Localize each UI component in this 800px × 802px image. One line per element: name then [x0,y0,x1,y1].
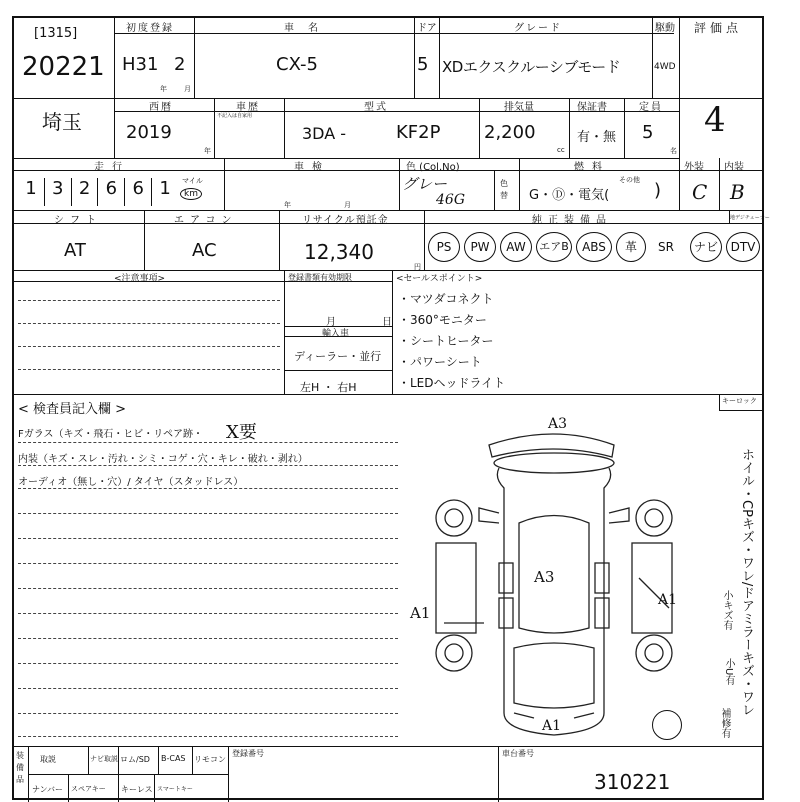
warranty-label: 保証書 [577,102,607,113]
dashed-line [18,465,398,466]
divider [519,158,520,210]
divider [114,98,115,158]
aircon-value: AC [192,240,217,261]
lot-number: 20221 [22,52,105,82]
notes-bottom-line [14,394,762,395]
equipment-label: 純正装備品 [532,215,612,226]
dashed-line [18,613,398,614]
mileage-digit: 6 [98,178,125,206]
divider [228,746,229,802]
displacement: 2,200 [484,122,536,143]
footer-rom-sd: ロム/SD [120,755,150,764]
mileage-digit: 1 [159,178,171,199]
footer-remote: リモコン [194,755,226,764]
deadline-day-label: 日 [382,317,392,328]
score-value: 4 [704,100,726,140]
footer-number: ナンバー [32,785,64,794]
key-lock-label: キーロック [722,397,757,405]
footer-smart-key: スマートキー [157,786,193,793]
chassis-label: 車台番号 [502,749,534,758]
divider [414,18,415,98]
diagram-mark-a3-rear: A3 [548,416,568,432]
score-label: 評価点 [694,21,743,35]
sales-point: ・パワーシート [398,355,482,369]
dashed-line [18,442,398,443]
aircon-label: エアコン [174,215,238,226]
dealer-parallel: ディーラー・並行 [294,350,382,363]
color-name: グレー [402,175,448,193]
prefecture: 埼玉 [42,110,82,134]
inspector-interior-line: 内装（キズ・スレ・汚れ・シミ・コゲ・穴・キレ・破れ・剥れ） [18,454,308,465]
divider [158,746,159,774]
glass-handwritten: X要 [226,422,257,443]
first-reg-label: 初度登録 [126,23,174,34]
car-diagram [414,413,704,745]
mileage-digits [18,178,178,206]
divider [424,210,425,270]
type-label: 型式 [364,102,388,113]
equipment-abs: ABS [576,232,612,262]
model-code: KF2P [396,122,441,143]
divider [88,746,89,774]
model-code-prefix: 3DA - [302,124,347,143]
divider [719,394,720,410]
divider [118,774,119,802]
western-label: 西暦 [149,102,173,113]
footer-keyless: キーレス [121,785,153,794]
displacement-label: 排気量 [504,102,534,113]
side-note-repaired: 補修有 [719,708,730,738]
dashed-line [18,300,280,301]
divider [679,158,680,210]
door-label: ドア [417,23,437,34]
dashed-line [18,713,398,714]
interior-label: 内装 [724,162,744,173]
divider [679,18,680,98]
side-note-wheel: ホイル・CPキズ・ワレ/ドアミラーキズ・ワレ [739,448,754,717]
displacement-unit: cc [557,146,565,154]
equipment-dtv: DTV [726,232,760,262]
divider [494,170,495,210]
divider [224,158,225,210]
interior-grade: B [730,180,745,204]
divider [284,270,285,394]
footer-mid-line [28,774,228,775]
equipment-pw: PW [464,232,496,262]
color-code: 46G [436,192,465,208]
equipment-leather: 革 [616,232,646,262]
shift-value: AT [64,240,86,261]
capacity-label: 定員 [639,102,663,113]
divider [719,158,720,210]
dashed-line [18,369,280,370]
inspection-year-unit: 年 [284,201,291,209]
recycle-unit: 円 [414,263,421,271]
steering-line [284,370,392,371]
divider [194,18,195,98]
inspector-glass-line: Fガラス（キズ・飛石・ヒビ・リペア跡・ [18,429,204,440]
mileage-digit: 2 [72,178,99,206]
inspector-bottom-line [14,746,762,747]
capacity-unit: 名 [670,147,677,155]
divider [214,98,215,158]
footer-side-label: 装備品 [16,751,24,784]
sales-point: ・LEDヘッドライト [398,376,506,390]
divider [192,746,193,774]
fuel-label: 燃料 [574,162,610,173]
divider [68,774,69,802]
dashed-line [18,513,398,514]
divider [399,158,400,210]
footer-navi-manual: ナビ取説 [90,755,118,763]
divider [624,98,625,158]
equipment-ps: PS [428,232,460,262]
inspection-label: 車検 [294,162,330,173]
key-line [719,410,762,411]
divider [118,746,119,774]
year-unit: 年 [204,147,211,155]
deadline-month-label: 月 [326,317,336,328]
exterior-grade: C [692,180,708,204]
fuel-close: ) [654,180,662,201]
divider [144,210,145,270]
shift-label: シフト [54,215,102,226]
model-name: CX-5 [276,54,318,75]
divider [284,98,285,158]
mileage-label: 走行 [94,162,130,173]
sales-label: <セールスポイント> [396,274,483,284]
equipment-sunroof: SR [658,240,674,254]
mileage-digit: 1 [18,178,45,206]
lot-bracket: [1315] [34,26,78,41]
dashed-line [18,736,398,737]
auction-sheet [12,16,770,800]
dashed-line [18,638,398,639]
dashed-line [18,538,398,539]
reg-month-unit: 月 [184,85,191,93]
grade-name: XDエクスクルーシブモード [442,58,621,76]
footer-bcas: B-CAS [161,754,186,763]
divider [569,98,570,158]
fuel-value: G・Ⓓ・電気( [529,188,610,203]
divider [498,746,499,802]
inspector-audio-line: オーディオ（無し・穴）/ タイヤ（スタッドレス） [18,477,244,488]
warranty-value: 有・無 [577,130,617,145]
footer-spare-key: スペアキー [71,785,106,793]
dashed-line [18,588,398,589]
equipment-navi: ナビ [690,232,722,262]
color-change-label: 色替 [500,179,508,200]
reg-deadline-label: 登録書類有効期限 [288,273,352,282]
model-label: 車 名 [284,23,320,34]
sales-point: ・マツダコネクト [398,292,494,306]
chassis-number: 310221 [594,770,671,794]
mileage-unit-km: km [180,188,202,200]
sales-point: ・シートヒーター [398,334,494,348]
import-label: 輸入車 [322,329,350,339]
navi-tuner-label: 地デジチューナー [730,215,770,221]
dashed-line [18,563,398,564]
sales-point: ・360°モニター [398,313,487,327]
recycle-fee: 12,340 [304,240,374,264]
grade-label: グレード [514,23,562,34]
diagram-mark-a1-right: A1 [658,592,678,608]
history-label: 車歴 [236,102,260,113]
equipment-aw: AW [500,232,532,262]
inspector-title: < 検査員記入欄 > [18,402,127,417]
color-label: 色 (Col.No) [406,162,460,173]
divider [279,210,280,270]
diagram-mark-a3-roof: A3 [534,568,555,586]
reg-year-unit: 年 [160,85,167,93]
footer-manual: 取説 [40,755,56,764]
fuel-other-label: その他 [619,176,640,184]
divider [154,774,155,802]
side-note-small-scratch: 小キズ有 [721,590,732,630]
exterior-label: 外装 [684,162,704,173]
blank-circle [652,710,682,740]
capacity-value: 5 [642,122,654,143]
dashed-line [18,323,280,324]
western-year: 2019 [126,122,172,143]
mileage-digit: 3 [45,178,72,206]
divider [652,18,653,98]
divider [439,18,440,98]
equipment-airbag: エアB [536,232,572,262]
divider [392,270,393,394]
inspection-month-unit: 月 [344,201,351,209]
dashed-line [18,346,280,347]
steering: 左H ・ 右H [300,381,357,394]
reg-month: 2 [174,54,186,75]
mileage-unit-mile: マイル [182,177,203,185]
doors: 5 [417,54,429,75]
divider [679,98,680,158]
dashed-line [18,688,398,689]
dashed-line [18,488,398,489]
history-note: 不記入は自家用 [217,113,253,119]
recycle-label: リサイクル預託金 [302,215,389,226]
mileage-digit: 6 [125,178,152,206]
drive-type: 4WD [654,62,676,72]
diagram-mark-a1-front: A1 [542,718,562,734]
side-note-small-dent: 小U有 [723,658,734,686]
dashed-line [18,663,398,664]
caution-label: <注意事項> [114,274,166,284]
divider [479,98,480,158]
reg-number-label: 登録番号 [232,749,264,758]
row1-label-line [114,33,674,34]
drive-label: 駆動 [655,23,675,34]
reg-era-year: H31 [122,54,159,75]
diagram-mark-a1-left: A1 [410,604,431,622]
divider [114,18,115,98]
